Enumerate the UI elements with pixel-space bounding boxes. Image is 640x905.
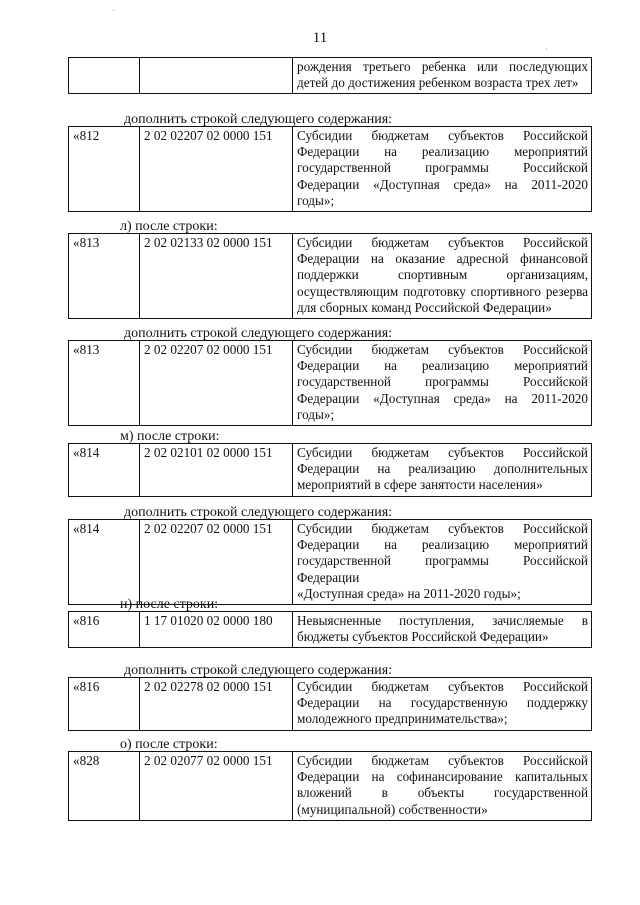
classification-row-table: [68, 126, 592, 212]
budget-code-cell: 2 02 02207 02 0000 151: [140, 341, 293, 426]
description-line: «Доступная среда» на 2011-2020 годы»;: [297, 585, 521, 601]
admin-code-cell: [69, 58, 140, 94]
table-row: [69, 752, 592, 821]
table-row: [69, 58, 592, 94]
instruction-text: л) после строки:: [120, 219, 218, 234]
admin-code-cell: «816: [69, 612, 140, 648]
table-row: [69, 444, 592, 497]
instruction-text: дополнить строкой следующего содержания:: [124, 663, 393, 678]
description-line: Субсидии бюджетам субъектов Российской: [297, 753, 588, 768]
classification-row-table: [68, 233, 592, 319]
classification-row-table: [68, 519, 592, 605]
instruction-text: о) после строки:: [120, 737, 218, 752]
page-number: 11: [312, 30, 328, 46]
description-line: (муниципальной) собственности»: [297, 801, 488, 817]
description-line: осуществляющим подготовку спортивного резерва: [297, 283, 588, 299]
classification-row-table: [68, 677, 592, 731]
description-line: мероприятий в сфере занятости населения»: [297, 477, 543, 493]
classification-row-table: [68, 443, 592, 497]
description-line: Федерации на государственную поддержку: [297, 695, 588, 711]
income-description-cell: [293, 58, 592, 94]
instruction-text: дополнить строкой следующего содержания:: [124, 326, 393, 341]
admin-code-cell: «828: [69, 752, 140, 821]
budget-code-cell: 2 02 02207 02 0000 151: [140, 127, 293, 212]
budget-code-cell: 2 02 02077 02 0000 151: [140, 752, 293, 821]
table-row: [69, 127, 592, 212]
description-line: поддержки спортивным организациям,: [297, 267, 588, 283]
income-description-cell: [293, 127, 592, 212]
description-line: государственной программы Российской: [297, 374, 588, 390]
description-line: Субсидии бюджетам субъектов Российской: [297, 679, 588, 694]
description-line: для сборных команд Российской Федерации»: [297, 299, 552, 315]
budget-code-cell: 2 02 02278 02 0000 151: [140, 678, 293, 731]
description-line: Федерации на реализацию дополнительных: [297, 461, 588, 477]
description-line: Федерации «Доступная среда» на 2011-2020: [297, 390, 588, 406]
description-line: Федерации на реализацию мероприятий: [297, 144, 588, 160]
description-line: годы»;: [297, 406, 335, 422]
description-line: Федерации «Доступная среда» на 2011-2020: [297, 176, 588, 192]
table-row: [69, 612, 592, 648]
budget-code-cell: 2 02 02133 02 0000 151: [140, 234, 293, 319]
description-line: Федерации на софинансирование капитальных: [297, 769, 588, 785]
description-line: государственной программы Российской: [297, 160, 588, 176]
income-description-cell: [293, 234, 592, 319]
description-line: Субсидии бюджетам субъектов Российской: [297, 128, 588, 143]
income-description-cell: [293, 752, 592, 821]
instruction-text: н) после строки:: [120, 597, 219, 612]
instruction-text: м) после строки:: [120, 429, 220, 444]
classification-row-table: [68, 611, 592, 648]
budget-code-cell: 2 02 02101 02 0000 151: [140, 444, 293, 497]
admin-code-cell: «813: [69, 234, 140, 319]
instruction-text: дополнить строкой следующего содержания:: [124, 505, 393, 520]
description-line: государственной программы Российской Федерации: [297, 553, 588, 585]
admin-code-cell: «812: [69, 127, 140, 212]
table-row: [69, 520, 592, 605]
table-row: [69, 341, 592, 426]
table-row: [69, 678, 592, 731]
description-line: Федерации на реализацию мероприятий: [297, 537, 588, 553]
description-line: рождения третьего ребенка или последующих: [297, 59, 588, 74]
description-line: Федерации на реализацию мероприятий: [297, 358, 588, 374]
income-description-cell: [293, 612, 592, 648]
income-description-cell: [293, 444, 592, 497]
income-description-cell: [293, 678, 592, 731]
classification-row-table: [68, 57, 592, 94]
admin-code-cell: «813: [69, 341, 140, 426]
classification-row-table: [68, 340, 592, 426]
description-line: Субсидии бюджетам субъектов Российской: [297, 521, 588, 536]
description-line: Федерации на оказание адресной финансовой: [297, 251, 588, 267]
description-line: Субсидии бюджетам субъектов Российской: [297, 445, 588, 460]
budget-code-cell: 1 17 01020 02 0000 180: [140, 612, 293, 648]
description-line: детей до достижения ребенком возраста трех лет»: [297, 75, 579, 91]
income-description-cell: [293, 520, 592, 605]
income-description-cell: [293, 341, 592, 426]
description-line: молодежного предпринимательства»;: [297, 711, 508, 727]
description-line: Субсидии бюджетам субъектов Российской: [297, 235, 588, 250]
description-line: Невыясненные поступления, зачисляемые в: [297, 613, 588, 628]
description-line: Субсидии бюджетам субъектов Российской: [297, 342, 588, 357]
description-line: бюджеты субъектов Российской Федерации»: [297, 629, 549, 645]
table-row: [69, 234, 592, 319]
description-line: вложений в объекты государственной: [297, 785, 588, 801]
scan-speck: ·: [545, 44, 548, 54]
admin-code-cell: «814: [69, 444, 140, 497]
classification-row-table: [68, 751, 592, 821]
budget-code-cell: 2 02 02207 02 0000 151: [140, 520, 293, 605]
admin-code-cell: «814: [69, 520, 140, 605]
budget-code-cell: [140, 58, 293, 94]
instruction-text: дополнить строкой следующего содержания:: [124, 112, 393, 127]
description-line: годы»;: [297, 192, 335, 208]
admin-code-cell: «816: [69, 678, 140, 731]
scan-speck: ˋ: [112, 8, 115, 18]
